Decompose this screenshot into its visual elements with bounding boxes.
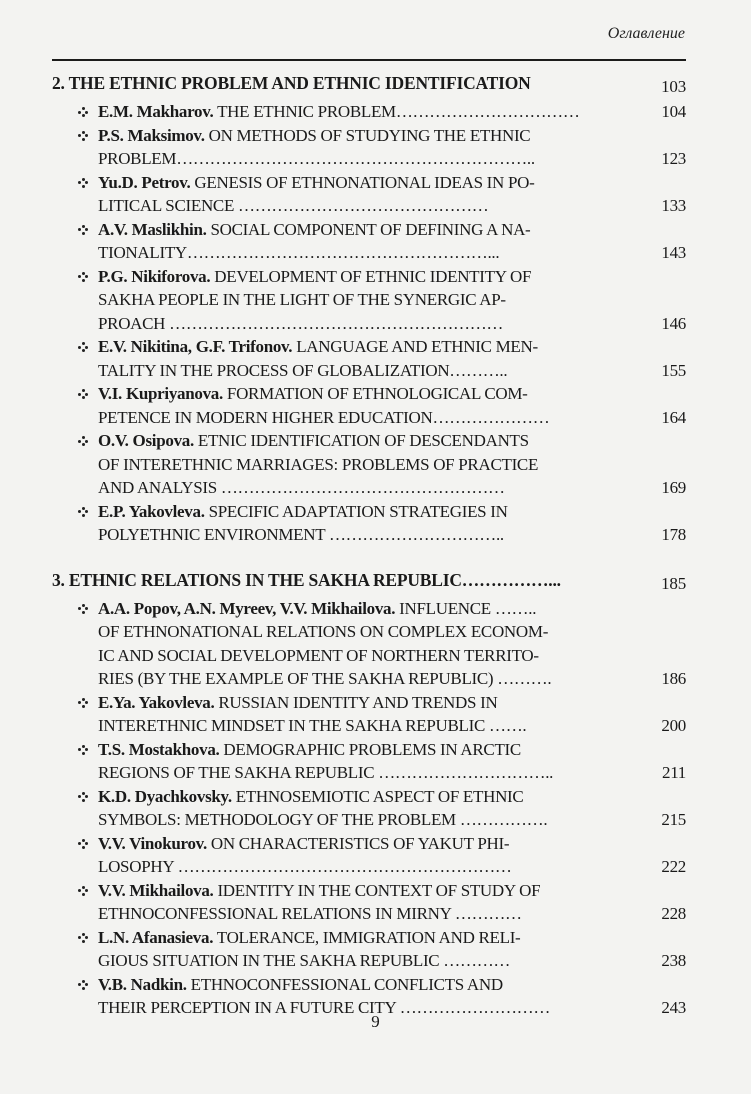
- entry-author: V.B. Nadkin.: [98, 974, 187, 994]
- entry-title-text: GENESIS OF ETHNONATIONAL IDEAS IN PO-: [190, 172, 535, 192]
- entry-page-number: 178: [661, 525, 686, 544]
- entry-author: L.N. Afanasieva.: [98, 927, 214, 947]
- entry-author: V.I. Kupriyanova.: [98, 384, 223, 403]
- entry-title-text: LANGUAGE AND ETHNIC MEN-: [292, 337, 538, 356]
- entry-line: [98, 597, 646, 621]
- diamond-bullet-icon: [78, 272, 88, 282]
- toc-entry: [52, 265, 686, 336]
- entry-text: [98, 738, 646, 785]
- entry-page-number: 164: [661, 407, 686, 427]
- entry-text: [98, 832, 646, 879]
- diamond-bullet-icon: [78, 792, 88, 802]
- entry-title-text: IDENTITY IN THE CONTEXT OF STUDY OF: [213, 880, 541, 900]
- entry-page-number: 243: [661, 998, 686, 1017]
- diamond-bullet-icon: [78, 839, 88, 849]
- entry-title-text: THE ETHNIC PROBLEM……………………………: [213, 102, 580, 121]
- entry-author: T.S. Mostakhova.: [98, 739, 220, 759]
- entry-title-text: POLYETHNIC ENVIRONMENT …………………………..: [98, 525, 504, 544]
- entry-line: [98, 926, 646, 950]
- entry-line: [98, 265, 646, 289]
- entry-page-number: 238: [661, 951, 686, 970]
- header-rule: [52, 59, 686, 61]
- entry-title-text: DEVELOPMENT OF ETHNIC IDENTITY OF: [210, 266, 532, 286]
- entry-title-text: TIONALITY………………………………………………...: [98, 243, 500, 262]
- entry-title-text: GIOUS SITUATION IN THE SAKHA REPUBLIC …………: [98, 951, 511, 970]
- entry-title-text: THEIR PERCEPTION IN A FUTURE CITY ………………………: [98, 998, 551, 1017]
- entry-title-text: INFLUENCE ……..: [395, 598, 537, 618]
- entry-author: K.D. Dyachkovsky.: [98, 786, 232, 806]
- diamond-bullet-icon: [78, 698, 88, 708]
- entry-line: [98, 194, 646, 218]
- table-of-contents: [52, 72, 686, 1020]
- toc-entry: [52, 879, 686, 926]
- entry-line: [98, 785, 646, 809]
- entry-line: [98, 832, 646, 856]
- toc-entry: [52, 597, 686, 691]
- entry-title-text: ETHNOCONFESSIONAL RELATIONS IN MIRNY …………: [98, 904, 522, 923]
- entry-text: [98, 171, 646, 218]
- entry-page-number: 123: [661, 149, 686, 168]
- entry-line: [98, 124, 646, 148]
- entry-title-text: IC AND SOCIAL DEVELOPMENT OF NORTHERN TERRITO-: [98, 645, 539, 665]
- entry-text: [98, 382, 646, 429]
- entry-author: A.V. Maslikhin.: [98, 219, 207, 239]
- entry-author: V.V. Vinokurov.: [98, 833, 207, 853]
- entry-text: [98, 429, 646, 500]
- entry-line: [98, 761, 646, 785]
- section-heading: [52, 72, 686, 98]
- entry-text: [98, 500, 646, 547]
- entry-author: A.A. Popov, A.N. Myreev, V.V. Mikhailova.: [98, 598, 396, 618]
- entry-title-text: INTERETHNIC MINDSET IN THE SAKHA REPUBLIC …….: [98, 716, 527, 735]
- diamond-bullet-icon: [78, 980, 88, 990]
- toc-entry: [52, 335, 686, 382]
- toc-entry: [52, 500, 686, 547]
- entry-page-number: 211: [662, 763, 686, 782]
- entry-title-text: ON METHODS OF STUDYING THE ETHNIC: [204, 125, 531, 145]
- entry-author: E.P. Yakovleva.: [98, 501, 205, 521]
- entry-title-text: OF INTERETHNIC MARRIAGES: PROBLEMS OF PRACTICE: [98, 454, 539, 474]
- diamond-bullet-icon: [78, 225, 88, 235]
- entry-text: [98, 100, 646, 124]
- diamond-bullet-icon: [78, 389, 88, 399]
- entry-line: [98, 808, 646, 832]
- entry-author: E.M. Makharov.: [98, 102, 214, 121]
- diamond-bullet-icon: [78, 342, 88, 352]
- toc-entry: [52, 429, 686, 500]
- diamond-bullet-icon: [78, 933, 88, 943]
- section-title: 2. THE ETHNIC PROBLEM AND ETHNIC IDENTIFICATION: [52, 73, 531, 93]
- entry-line: [98, 312, 646, 336]
- diamond-bullet-icon: [78, 507, 88, 517]
- entry-title-text: SYMBOLS: METHODOLOGY OF THE PROBLEM …………….: [98, 810, 548, 829]
- toc-entry: [52, 691, 686, 738]
- entry-line: [98, 500, 646, 524]
- entry-page-number: 133: [661, 196, 686, 215]
- section-title: 3. ETHNIC RELATIONS IN THE SAKHA REPUBLIC……………...: [52, 569, 561, 590]
- entry-title-text: REGIONS OF THE SAKHA REPUBLIC …………………………..: [98, 763, 554, 782]
- toc-entry: [52, 382, 686, 429]
- entry-text: [98, 218, 646, 265]
- entry-line: [98, 453, 646, 477]
- entry-title-text: LITICAL SCIENCE ………………………………………: [98, 196, 489, 215]
- entry-line: [98, 382, 646, 406]
- toc-entry: [52, 124, 686, 171]
- entry-line: [98, 241, 646, 265]
- entry-line: [98, 644, 646, 668]
- entry-page-number: 222: [661, 857, 686, 876]
- entry-text: [98, 265, 646, 336]
- entry-line: [98, 359, 646, 383]
- toc-entry: [52, 785, 686, 832]
- entry-title-text: SAKHA PEOPLE IN THE LIGHT OF THE SYNERGIC AP-: [98, 290, 506, 309]
- toc-entry: [52, 738, 686, 785]
- entry-title-text: RIES (BY THE EXAMPLE OF THE SAKHA REPUBLIC) ……….: [98, 669, 552, 688]
- entry-title-text: PROBLEM………………………………………………………..: [98, 149, 535, 168]
- diamond-bullet-icon: [78, 745, 88, 755]
- diamond-bullet-icon: [78, 604, 88, 614]
- entry-author: E.Ya. Yakovleva.: [98, 692, 215, 712]
- entry-author: Yu.D. Petrov.: [98, 172, 191, 192]
- entry-title-text: ETHNOSEMIOTIC ASPECT OF ETHNIC: [231, 786, 524, 806]
- diamond-bullet-icon: [78, 886, 88, 896]
- page-number: 9: [371, 1012, 380, 1031]
- entry-title-text: PROACH ……………………………………………………: [98, 313, 504, 333]
- entry-title-text: ETNIC IDENTIFICATION OF DESCENDANTS: [193, 431, 529, 450]
- entry-line: [98, 100, 646, 124]
- entry-line: [98, 738, 646, 762]
- entry-line: [98, 147, 646, 171]
- diamond-bullet-icon: [78, 178, 88, 188]
- entry-line: [98, 667, 646, 691]
- entry-title-text: ETHNOCONFESSIONAL CONFLICTS AND: [186, 974, 503, 994]
- entry-line: [98, 879, 646, 903]
- entry-author: P.S. Maksimov.: [98, 125, 205, 145]
- entry-title-text: SPECIFIC ADAPTATION STRATEGIES IN: [204, 501, 508, 521]
- entry-page-number: 186: [661, 669, 686, 688]
- entry-text: [98, 879, 646, 926]
- section-page-number: 103: [661, 77, 686, 96]
- entry-title-text: DEMOGRAPHIC PROBLEMS IN ARCTIC: [219, 739, 521, 759]
- entry-author: E.V. Nikitina, G.F. Trifonov.: [98, 337, 293, 356]
- entry-line: [98, 973, 646, 997]
- entry-line: [98, 949, 646, 973]
- entry-line: [98, 691, 646, 715]
- entry-page-number: 169: [661, 478, 686, 497]
- entry-title-text: SOCIAL COMPONENT OF DEFINING A NA-: [206, 219, 531, 239]
- entry-title-text: LOSOPHY ……………………………………………………: [98, 857, 512, 876]
- entry-page-number: 146: [661, 313, 686, 333]
- entry-title-text: ON CHARACTERISTICS OF YAKUT PHI-: [206, 833, 510, 853]
- entry-page-number: 155: [661, 360, 686, 380]
- entry-text: [98, 926, 646, 973]
- entry-author: V.V. Mikhailova.: [98, 880, 214, 900]
- entry-line: [98, 902, 646, 926]
- entry-text: [98, 597, 646, 691]
- entry-line: [98, 288, 646, 312]
- entry-title-text: FORMATION OF ETHNOLOGICAL COM-: [222, 384, 528, 403]
- toc-entry: [52, 218, 686, 265]
- entry-page-number: 228: [661, 904, 686, 923]
- toc-entry: [52, 832, 686, 879]
- entry-page-number: 215: [661, 810, 686, 829]
- entry-page-number: 143: [661, 243, 686, 262]
- entry-line: [98, 171, 646, 195]
- entry-title-text: TALITY IN THE PROCESS OF GLOBALIZATION………..: [98, 360, 508, 380]
- entry-page-number: 200: [661, 716, 686, 735]
- entry-line: [98, 406, 646, 430]
- section-page-number: 185: [661, 573, 686, 593]
- entry-title-text: PETENCE IN MODERN HIGHER EDUCATION…………………: [98, 407, 550, 427]
- entry-title-text: RUSSIAN IDENTITY AND TRENDS IN: [214, 692, 498, 712]
- entry-page-number: 104: [661, 102, 686, 121]
- entry-line: [98, 218, 646, 242]
- running-head: Оглавление: [607, 25, 685, 42]
- diamond-bullet-icon: [78, 107, 88, 117]
- entry-text: [98, 335, 646, 382]
- entry-title-text: TOLERANCE, IMMIGRATION AND RELI-: [213, 927, 521, 947]
- entry-line: [98, 335, 646, 359]
- toc-entry: [52, 926, 686, 973]
- entry-line: [98, 714, 646, 738]
- entry-author: O.V. Osipova.: [98, 431, 194, 450]
- entry-line: [98, 855, 646, 879]
- entry-text: [98, 785, 646, 832]
- entry-text: [98, 124, 646, 171]
- entry-title-text: AND ANALYSIS ……………………………………………: [98, 478, 505, 497]
- entry-author: P.G. Nikiforova.: [98, 266, 211, 286]
- diamond-bullet-icon: [78, 131, 88, 141]
- entry-line: [98, 620, 646, 644]
- diamond-bullet-icon: [78, 436, 88, 446]
- entry-line: [98, 429, 646, 453]
- section-heading: [52, 569, 686, 595]
- entry-title-text: OF ETHNONATIONAL RELATIONS ON COMPLEX ECONOM-: [98, 622, 549, 641]
- entry-line: [98, 476, 646, 500]
- entry-line: [98, 523, 646, 547]
- entry-text: [98, 691, 646, 738]
- toc-entry: [52, 100, 686, 124]
- toc-entry: [52, 171, 686, 218]
- section-gap: [52, 547, 686, 569]
